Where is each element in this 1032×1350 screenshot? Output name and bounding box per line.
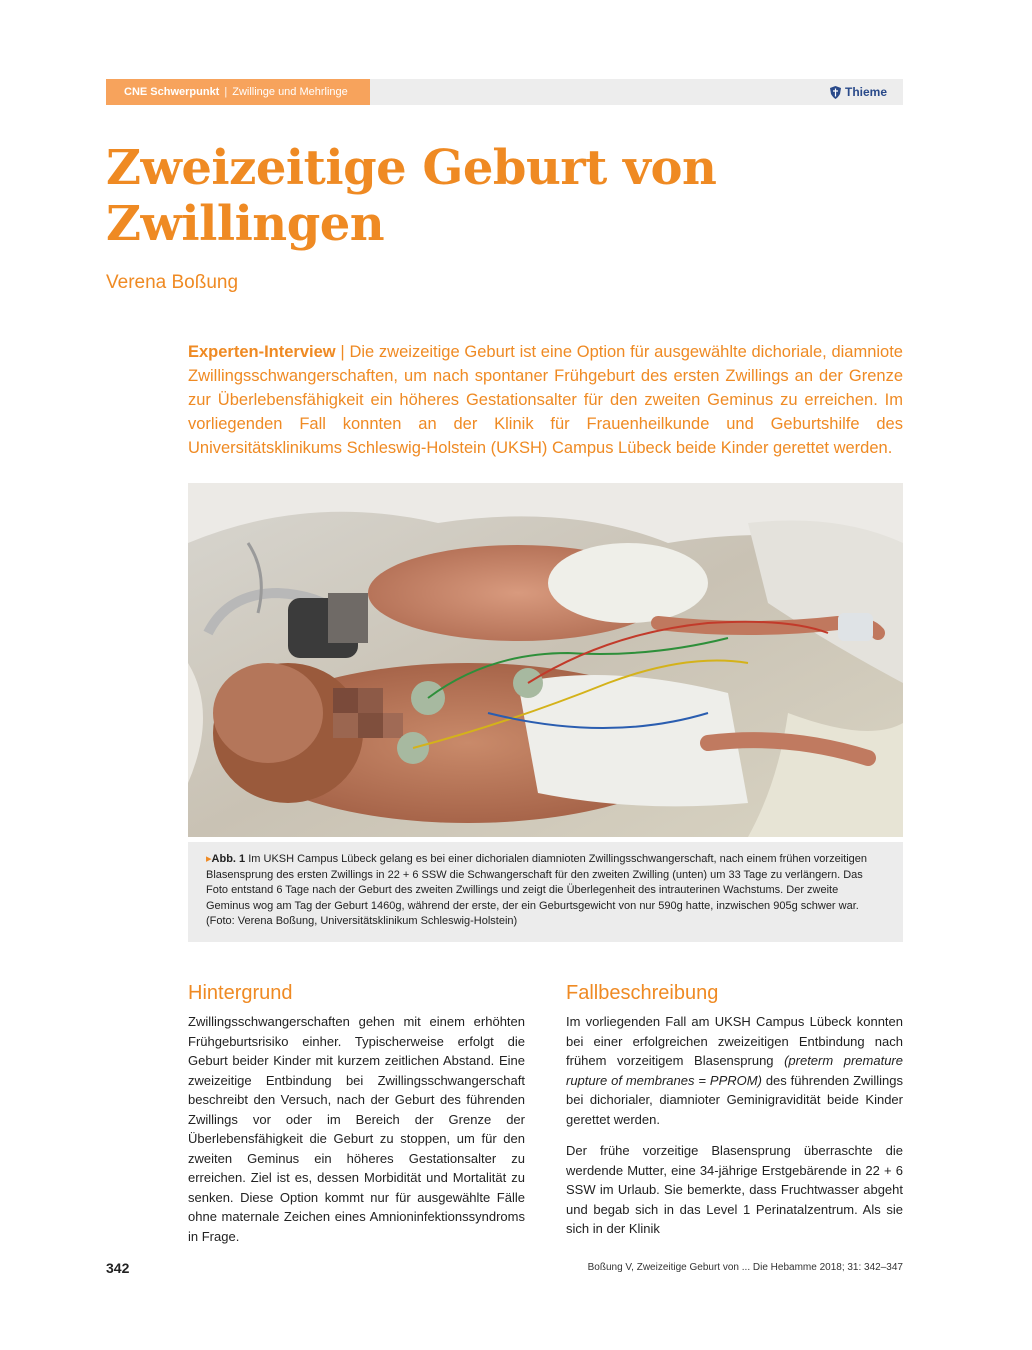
publisher-logo [830,79,887,105]
lead-paragraph [188,340,903,460]
body-text: Im vorliegenden Fall am UKSH Campus Lübeck konnten bei einer erfolgreichen zweizeitigen Entbindung nach frühem vorzeitigem Blasensprung [566,1014,903,1068]
section-heading: Fallbeschreibung [566,982,719,1004]
lead-text: Die zweizeitige Geburt ist eine Option für ausgewählte dichoriale, diamniote Zwillingsschwangerschaften, um nach spontaner Frühgeburt des ersten Zwillings an der Grenze zur Überlebensfähigkeit ein höheres Gestationsalter für den zweiten Geminus zu erreichen. Im vorliegenden Fall konnten an der Klinik für Frauenheilkunde und Geburtshilfe des Universitätsklinikums Schleswig-Holstein (UKSH) Campus Lübeck beide Kinder gerettet werden. [188,343,903,457]
citation-footer: Boßung V, Zweizeitige Geburt von ... Die Hebamme 2018; 31: 342–347 [587,1262,903,1273]
body-paragraph [566,1012,903,1129]
body-paragraph: Zwillingsschwangerschaften gehen mit einem erhöhten Frühgeburtsrisiko einher. Typischerweise erfolgt die Geburt beider Kinder mit kurzem zeitlichen Abstand. Eine zweizeitige Entbindung bei Zwillingsschwangerschaft beschreibt den Versuch, nach der Geburt des führenden Zwillings vor oder im Bereich der Grenze der Überlebensfähigkeit die Geburt zu stoppen, um für den zweiten Geminus ein höheres Gestationsalter zu erreichen. Ziel ist es, dessen Morbidität und Mortalität zu senken. Diese Option kommt nur für ausgewählte Fälle ohne maternale Zeichen eines Amnioninfektionssyndroms in Frage. [188,1014,525,1244]
topic-label: Zwillinge und Mehrlinge [232,86,348,98]
section-hintergrund [188,980,525,1246]
lead-kicker: Experten-Interview [188,343,336,361]
article-title: Zweizeitige Geburt von Zwillingen [106,140,717,252]
header-separator: | [224,86,228,98]
figure-photo [188,483,903,837]
body-italic: (preterm premature rupture of membranes = PPROM) [566,1053,903,1088]
figure-label: Abb. 1 [211,853,246,865]
section-tag [106,79,370,105]
section-heading: Hintergrund [188,982,293,1004]
lead-separator: | [340,343,345,361]
figure-caption [188,842,903,942]
caption-text: Im UKSH Campus Lübeck gelang es bei einer dichorialen diamnioten Zwillingsschwangerschaft, nach einem frühen vorzeitigen Blasensprung des ersten Zwillings in 22 + 6 SSW die Schwangerschaft für den zweiten Zwilling (unten) um 33 Tage zu verlängern. Das Foto entstand 6 Tage nach der Geburt des zweiten Zwillings und zeigt die Überlegenheit des intrauterinen Wachstums. Der zweite Geminus wog am Tag der Geburt 1460g, während der erste, der ein Geburtsgewicht von nur 590g hatte, inzwischen 905g schwer war. (Foto: Verena Boßung, Universitätsklinikum Schleswig-Holstein) [206,853,867,927]
publisher-name: Thieme [844,85,887,99]
twins-photo-image [188,483,903,837]
section-fallbeschreibung [566,980,903,1239]
caption-marker: ▸ [206,853,212,865]
thieme-emblem-icon [830,86,841,99]
page-number: 342 [106,1260,130,1276]
section-label: CNE Schwerpunkt [124,86,220,98]
running-header [106,79,903,105]
body-text: des führenden Zwillings bei dichorialer, diamnioter Geminigravidität beide Kinder gerettet werden. [566,1072,903,1127]
body-paragraph: Der frühe vorzeitige Blasensprung überraschte die werdende Mutter, eine 34-jährige Erstgebärende in 22 + 6 SSW im Urlaub. Sie bemerkte, dass Fruchtwasser abgeht und begab sich in das Level 1 Perinatalzentrum. Als sie sich in der Klinik [566,1143,903,1236]
article-author: Verena Boßung [106,272,239,293]
